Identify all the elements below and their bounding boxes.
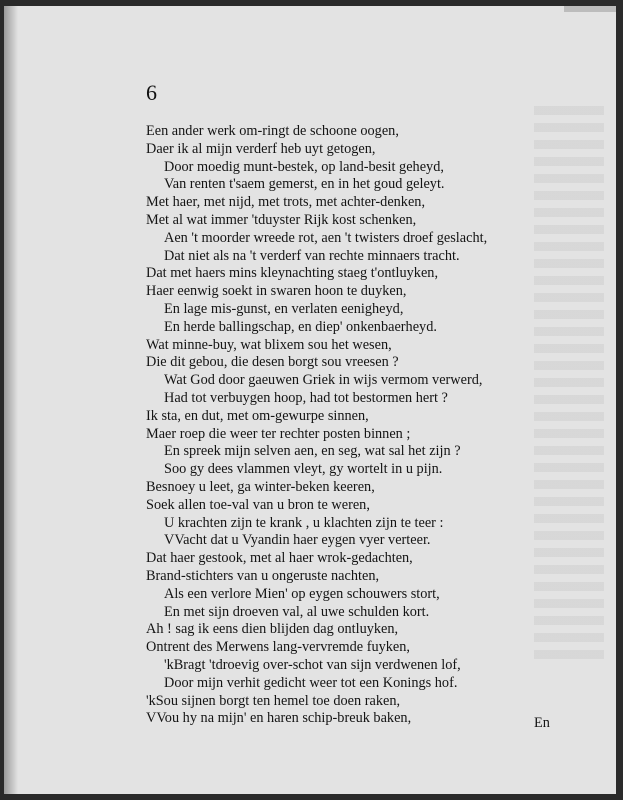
poem-line: Had tot verbuygen hoop, had tot bestormen hert ? — [164, 390, 448, 406]
poem-line: 'kSou sijnen borgt ten hemel toe doen raken, — [146, 692, 401, 709]
catchword: En — [534, 715, 550, 731]
poem-line: VVacht dat u Vyandin haer eygen vyer verteer. — [164, 532, 431, 549]
poem-line: Ah ! sag ik eens dien blijden dag ontluyken, — [146, 621, 399, 638]
poem-line: Dat haer gestook, met al haer wrok-gedachten, — [146, 550, 413, 567]
poem-line: Die dit gebou, die desen borgt sou vreesen ? — [146, 354, 399, 371]
poem-line: Door moedig munt-bestek, op land-besit geheyd, — [164, 158, 444, 175]
show-through-from-reverse — [534, 106, 604, 666]
poem-line: Brand-stichters van u ongeruste nachten, — [146, 568, 380, 584]
poem-line: En lage mis-gunst, en verlaten eenigheyd, — [164, 301, 404, 317]
poem-line: Aen 't moorder wreede rot, aen 't twisters droef geslacht, — [164, 229, 488, 246]
page-number: 6 — [146, 80, 157, 105]
book-page — [4, 6, 616, 794]
poem-line: Met haer, met nijd, met trots, met achter-denken, — [146, 194, 426, 211]
poem-line: Soek allen toe-val van u bron te weren, — [146, 496, 370, 513]
poem-line: Dat niet als na 't verderf van rechte minnaers tracht. — [164, 247, 460, 264]
poem-line: Als een verlore Mien' op eygen schouwers stort, — [164, 585, 440, 602]
poem-line: Met al wat immer 'tduyster Rijk kost schenken, — [146, 212, 417, 228]
poem-line: Wat God door gaeuwen Griek in wijs vermom verwerd, — [164, 372, 483, 389]
poem-line: VVou hy na mijn' en haren schip-breuk baken, — [146, 710, 412, 727]
poem-line: Dat met haers mins kleynachting staeg t'ontluyken, — [146, 265, 439, 282]
poem-line: Daer ik al mijn verderf heb uyt getogen, — [146, 140, 376, 157]
page-top-edge — [564, 6, 616, 12]
poem-line: Wat minne-buy, wat blixem sou het wesen, — [146, 336, 392, 353]
poem-line: Besnoey u leet, ga winter-beken keeren, — [146, 479, 375, 495]
poem-line: En met sijn droeven val, al uwe schulden kort. — [164, 603, 430, 620]
poem-line: Ik sta, en dut, met om-gewurpe sinnen, — [146, 407, 369, 424]
poem-line: 'kBragt 'tdroevig over-schot van sijn verdwenen lof, — [164, 657, 461, 673]
poem-line: U krachten zijn te krank , u klachten zijn te teer : — [164, 514, 444, 531]
poem-line: Maer roep die weer ter rechter posten binnen ; — [146, 425, 411, 442]
poem-line: Een ander werk om-ringt de schoone oogen, — [146, 123, 399, 139]
poem-line: Ontrent des Merwens lang-vervremde fuyken, — [146, 639, 411, 656]
poem-line: En herde ballingschap, en diep' onkenbaerheyd. — [164, 318, 437, 335]
page-gutter-shadow — [4, 6, 18, 794]
poem-line: En spreek mijn selven aen, en seg, wat sal het zijn ? — [164, 443, 461, 460]
poem-line: Door mijn verhit gedicht weer tot een Konings hof. — [164, 674, 458, 691]
poem-line: Soo gy dees vlammen vleyt, gy wortelt in u pijn. — [164, 461, 443, 478]
poem-line: Van renten t'saem gemerst, en in het goud geleyt. — [164, 176, 445, 193]
poem-line: Haer eenwig soekt in swaren hoon te duyken, — [146, 283, 407, 300]
